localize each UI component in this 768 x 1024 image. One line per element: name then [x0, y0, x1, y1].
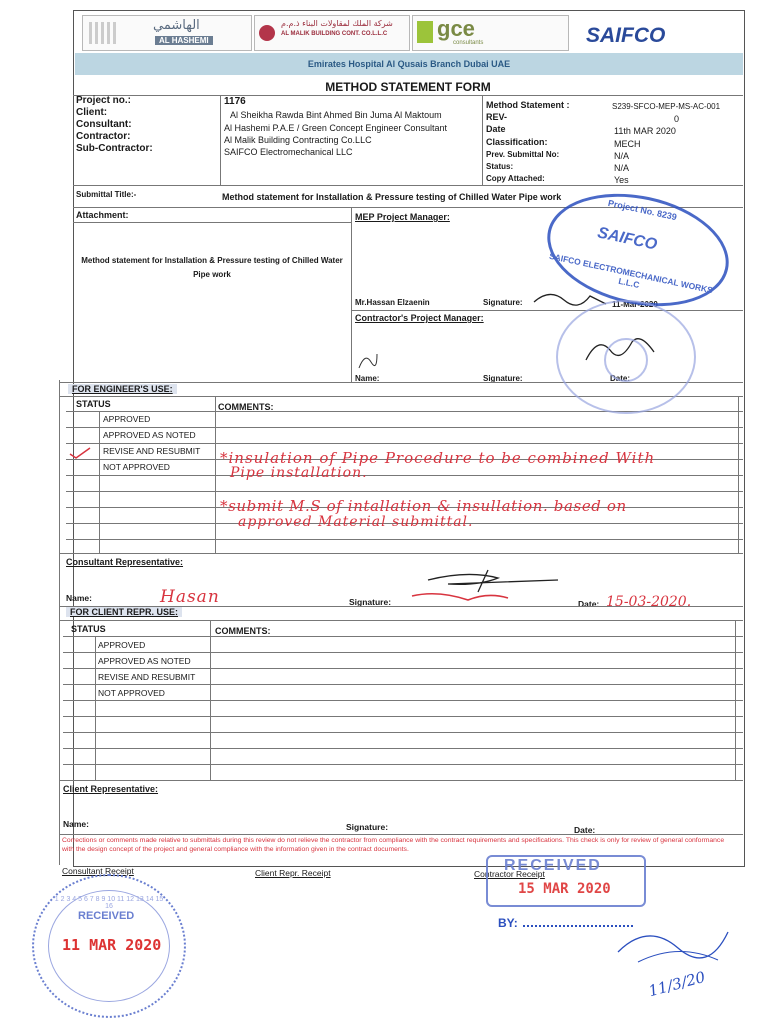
malik-arabic: شركة الملك لمقاولات البناء ذ.م.م: [281, 19, 393, 28]
mep-bottom-line: [351, 310, 743, 311]
engineer-status-approved[interactable]: APPROVED: [103, 414, 151, 424]
label-copy-attached: Copy Attached:: [486, 174, 545, 183]
client-name-label: Name:: [63, 819, 89, 829]
contractor-receipt-label: Contractor Receipt: [474, 869, 545, 879]
title-divider: [73, 95, 743, 96]
label-sub-contractor: Sub-Contractor:: [76, 143, 153, 154]
attachment-text: Method statement for Installation & Pressure testing of Chilled Water Pipe work: [81, 256, 343, 279]
contractor-signature-label: Signature:: [483, 374, 523, 383]
contractor-date-label: Date:: [610, 374, 631, 383]
attachment-divider: [351, 207, 352, 382]
consultant-name-handwritten: Hasan: [160, 587, 220, 607]
consultant-receipt-label: Consultant Receipt: [62, 866, 134, 876]
consultant-date-handwritten: 15-03-2020.: [606, 594, 692, 610]
value-status: N/A: [614, 163, 630, 173]
contractor-hand-date: 11/3/20: [646, 967, 708, 1001]
mep-signature-label: Signature:: [483, 298, 523, 307]
value-consultant: Al Hashemi P.A.E / Green Concept Engineer Consultant: [224, 123, 447, 133]
contractor-received-word: RECEIVED: [504, 857, 602, 874]
submittal-title: Method statement for Installation & Pressure testing of Chilled Water Pipe work: [222, 192, 562, 202]
gce-sub: consultants: [453, 40, 484, 46]
client-date-label: Date:: [574, 825, 596, 835]
label-project-no: Project no.:: [76, 95, 132, 106]
client-row-line: [63, 716, 743, 717]
label-client: Client:: [76, 107, 108, 118]
consultant-signature-scribble: [408, 566, 588, 606]
received-stamp-word: RECEIVED: [78, 910, 135, 922]
value-copy-attached: Yes: [614, 175, 629, 185]
label-classification: Classification:: [486, 137, 548, 147]
value-project-no: 1176: [224, 96, 246, 107]
info-divider-1: [220, 95, 221, 185]
check-mark-icon: [68, 446, 92, 460]
client-row-line: [63, 732, 743, 733]
disclaimer-text: Corrections or comments made relative to submittals during this review do not relieve the contractor from compliance with the contract requirements and specifications. This check is only for review of general conformance with the design concept of the project and general compliance with the information given in the contract documents.: [62, 837, 725, 853]
engineer-status-revise-resubmit[interactable]: REVISE AND RESUBMIT: [103, 446, 201, 456]
engineer-comment-line-3: *submit M.S of intallation & insullation. based on: [220, 497, 627, 515]
by-label-text: BY:: [498, 916, 518, 930]
mep-pm-label: MEP Project Manager:: [355, 212, 450, 222]
contractor-initial-scribble: [355, 348, 381, 374]
client-row-line: [63, 652, 743, 653]
engineer-checkbox-divider: [99, 411, 100, 553]
contractor-received-date: 15 MAR 2020: [518, 881, 611, 897]
mep-pm-name: Mr.Hassan Elzaenin: [355, 298, 430, 307]
client-status-header: STATUS: [71, 624, 106, 634]
client-row-line: [63, 636, 743, 637]
value-classification: MECH: [614, 139, 641, 149]
submittal-label: Submittal Title:-: [76, 190, 137, 199]
attachment-header-line: [73, 222, 351, 223]
client-status-approved[interactable]: APPROVED: [98, 640, 146, 650]
client-row-line: [63, 684, 743, 685]
consultant-received-stamp: [32, 874, 186, 1018]
form-title: METHOD STATEMENT FORM: [325, 80, 491, 94]
hashemi-arabic: الهاشمي: [153, 18, 200, 33]
site-stamp: [556, 300, 696, 414]
info-bottom-line: [73, 185, 743, 186]
engineer-status-approved-as-noted[interactable]: APPROVED AS NOTED: [103, 430, 196, 440]
value-method-statement: S239-SFCO-MEP-MS-AC-001: [612, 102, 721, 111]
project-banner-text: Emirates Hospital Al Qusais Branch Dubai UAE: [307, 59, 511, 69]
contractor-received-stamp: [486, 855, 646, 907]
client-row-line: [59, 780, 743, 781]
outer-left-line: [59, 380, 60, 865]
engineer-comment-line-1: *insulation of Pipe Procedure to be combined With: [220, 449, 656, 467]
engineer-row-line: [59, 553, 743, 554]
client-comments-header: COMMENTS:: [215, 626, 271, 636]
client-signature-label: Signature:: [346, 822, 389, 832]
engineer-row-line: [66, 427, 743, 428]
received-stamp-date: 11 MAR 2020: [62, 936, 162, 954]
client-row-line: [63, 764, 743, 765]
value-contractor: Al Malik Building Contracting Co.LLC: [224, 135, 372, 145]
label-consultant: Consultant:: [76, 119, 132, 130]
consultant-name-label: Name:: [66, 593, 92, 603]
value-sub-contractor: SAIFCO Electromechanical LLC: [224, 147, 353, 157]
engineer-comment-line-2: Pipe installation.: [230, 465, 368, 481]
client-header-top: [59, 620, 743, 621]
contractor-signature-scribble-blue: [608, 912, 738, 972]
mep-date: 11-Mar-2020: [612, 300, 658, 309]
engineer-status-header: STATUS: [76, 399, 111, 409]
client-row-line: [63, 748, 743, 749]
consultant-rep-label: Consultant Representative:: [66, 557, 184, 567]
client-rep-label: Client Representative:: [63, 784, 159, 794]
contractor-pm-label: Contractor's Project Manager:: [355, 313, 484, 323]
label-status: Status:: [486, 162, 514, 171]
saifco-stamp-project-no: Project No. 8239: [607, 197, 678, 223]
label-rev: REV-: [486, 112, 508, 122]
engineer-row-line: [66, 475, 743, 476]
client-receipt-label: Client Repr. Receipt: [255, 868, 331, 878]
client-status-revise-resubmit[interactable]: REVISE AND RESUBMIT: [98, 672, 196, 682]
engineer-row-line: [66, 539, 743, 540]
consultant-signature-label: Signature:: [349, 597, 392, 607]
value-prev-submittal: N/A: [614, 151, 630, 161]
site-stamp-inner-circle: [604, 338, 648, 382]
label-method-statement: Method Statement :: [486, 100, 570, 110]
saifco-stamp-ring-text: SAIFCO ELECTROMECHANICAL WORKS L.L.C: [548, 250, 714, 296]
engineer-section-label: FOR ENGINEER'S USE:: [68, 384, 177, 394]
client-checkbox-divider: [95, 636, 96, 780]
disclaimer-top-line: [59, 834, 743, 835]
value-client: Al Sheikha Rawda Bint Ahmed Bin Juma Al Maktoum: [230, 110, 442, 120]
received-stamp-numbers: 1 2 3 4 5 6 7 8 9 10 11 12 13 14 15 16: [54, 896, 164, 910]
label-contractor: Contractor:: [76, 131, 131, 142]
value-rev: 0: [674, 114, 680, 124]
client-section-label: FOR CLIENT REPR. USE:: [66, 607, 182, 617]
engineer-comments-header: COMMENTS:: [218, 402, 274, 412]
value-date: 11th MAR 2020: [614, 126, 676, 136]
engineer-row-line: [66, 491, 743, 492]
malik-english: AL MALIK BUILDING CONT. CO.L.L.C: [281, 31, 388, 37]
hashemi-english: AL HASHEMI: [155, 36, 213, 45]
attachment-label: Attachment:: [76, 210, 129, 220]
saifco-logo-text: SAIFCO: [586, 24, 666, 47]
info-divider-2: [482, 95, 483, 185]
engineer-comment-line-4: approved Material submittal.: [238, 514, 474, 530]
label-date: Date: [486, 124, 506, 134]
client-status-approved-as-noted[interactable]: APPROVED AS NOTED: [98, 656, 191, 666]
client-row-line: [63, 700, 743, 701]
engineer-row-line: [66, 443, 743, 444]
gce-name: gce: [437, 16, 475, 41]
contractor-name-label: Name:: [355, 374, 380, 383]
saifco-stamp-center: SAIFCO: [595, 224, 659, 254]
consultant-date-label: Date:: [578, 599, 600, 609]
client-row-line: [63, 668, 743, 669]
client-status-not-approved[interactable]: NOT APPROVED: [98, 688, 165, 698]
label-prev-submittal: Prev. Submittal No:: [486, 150, 560, 159]
engineer-status-not-approved[interactable]: NOT APPROVED: [103, 462, 170, 472]
